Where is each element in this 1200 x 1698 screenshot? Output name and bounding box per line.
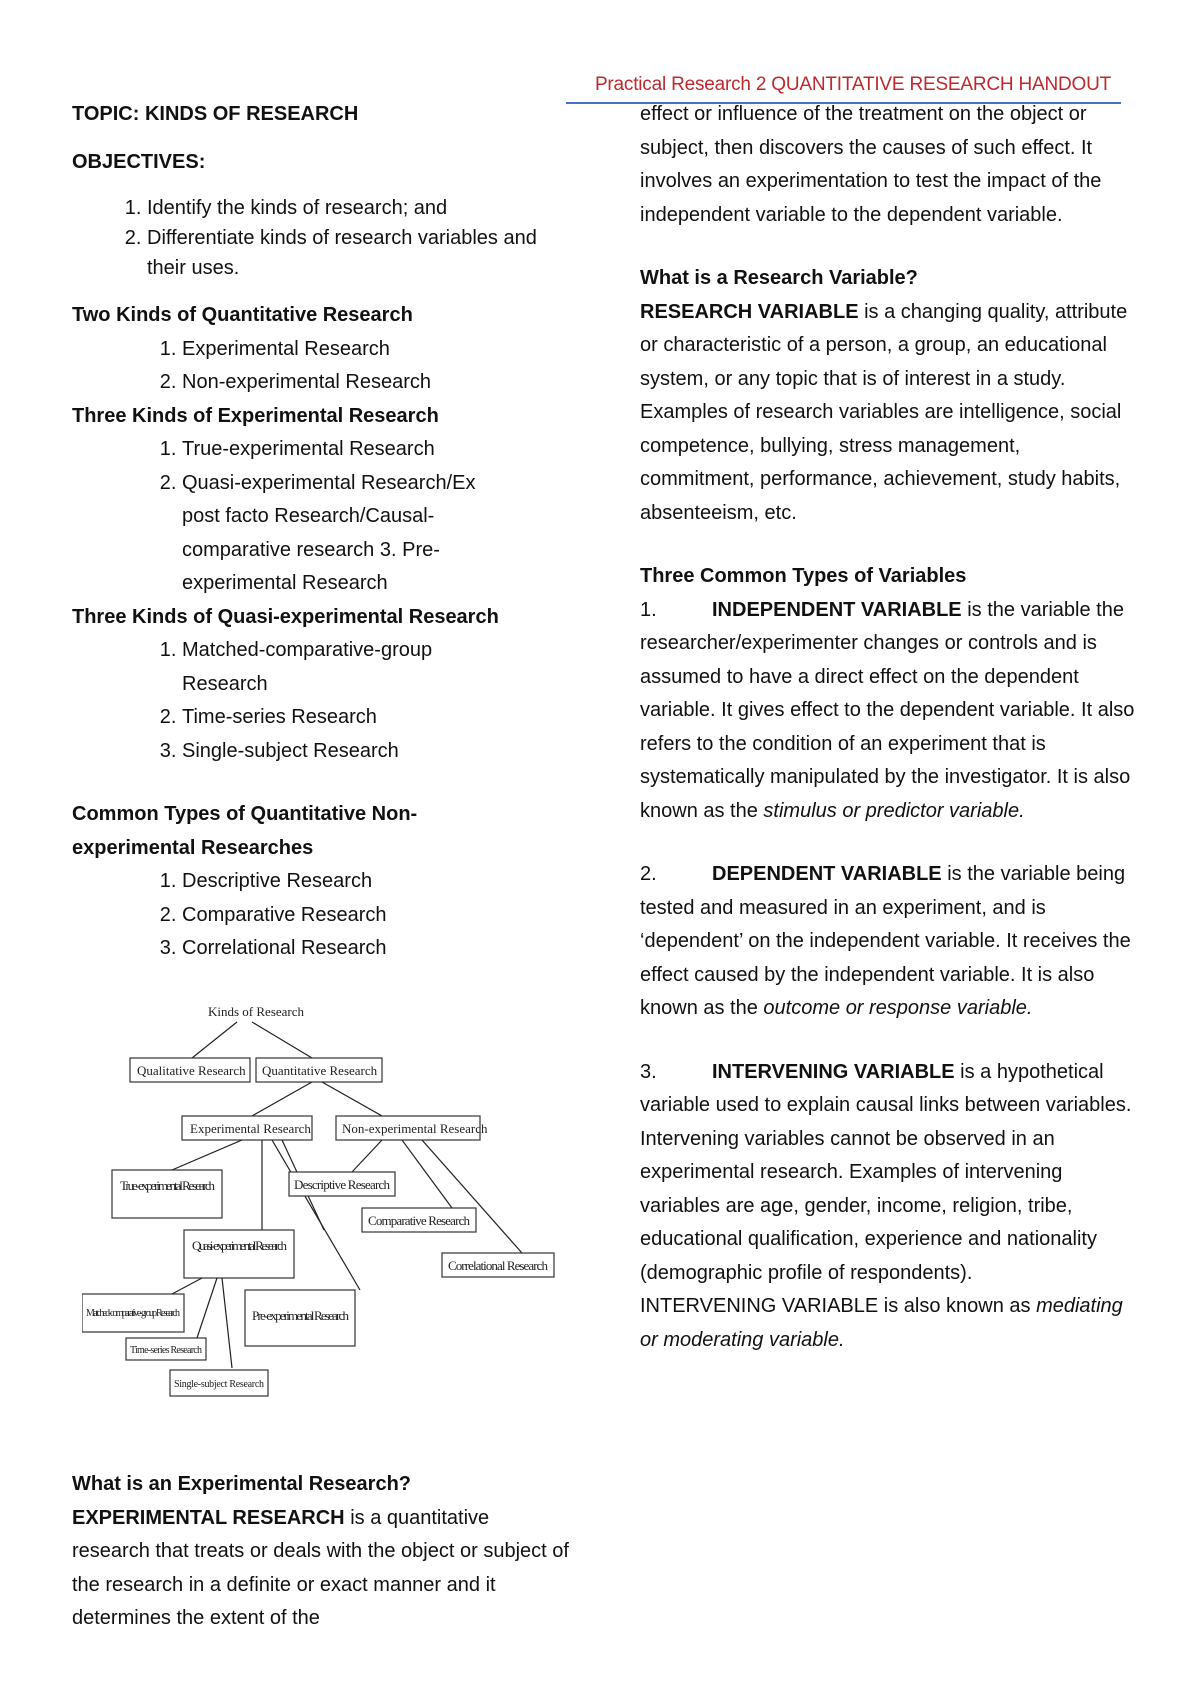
nonexp-item: 3. Correlational Research [182,932,572,966]
edge-nonexp-desc [352,1140,382,1172]
exp-def-text: is a quantitative research that treats or deals with the object or subject of the research in a definite or exact manner and it determines the extent of the [72,1506,569,1629]
var-def-text: is a changing quality, attribute or characteristic of a person, a group, an educational system, or any topic that is of interest in a study. Examples of research variables are intelligence, social competence, bullying, stress management, commitment, performance, achievement, study habits, absenteeism, etc. [640,300,1128,524]
edge-quasi-time [197,1278,217,1338]
quant-heading: Two Kinds of Quantitative Research [72,304,413,326]
diagram-root-label: Kinds of Research [208,1004,305,1019]
quant-item: 1. Experimental Research [182,333,572,367]
iv-aka: stimulus or predictor variable. [763,799,1025,822]
iv-def-text: is the variable the researcher/experimenter changes or controls and is assumed to have a direct effect on the dependent variable. It gives effect to the dependent variable. It also refers to the condition of an experiment that is systematically manipulated by the investigator. It is also known as the [640,598,1135,822]
dv-def-text: is the variable being tested and measured in an experiment, and is ‘dependent’ on the independent variable. It receives the effect caused by the independent variable. It is also known as the [640,863,1131,1019]
edge-exp-true [172,1140,242,1170]
quant-list [72,333,572,400]
dv-definition [640,858,1140,1026]
nonexp-list [72,865,572,966]
inv-num: 3. [640,1060,657,1083]
label-nonexperimental: Non-experimental Research [342,1121,488,1136]
iv-num: 1. [640,598,657,621]
edge-quant-exp [252,1082,312,1116]
label-matched: Matched-comparative-group Research [86,1308,180,1319]
edge-nonexp-corr [422,1140,522,1253]
exp-definition [72,1502,572,1636]
inv-definition [640,1056,1140,1291]
iv-term: INDEPENDENT VARIABLE [712,598,962,621]
exp-term: EXPERIMENTAL RESEARCH [72,1506,345,1529]
inv-def-text: is a hypothetical variable used to explain causal links between variables. Intervening variables cannot be observed in an experimental research. Examples of intervening variables are age, gender, income, religion, tribe, educational qualification, experience and nationality (demographic profile of respondents). [640,1060,1132,1284]
quant-item: 2. Non-experimental Research [182,366,572,400]
left-column [72,98,572,966]
topic-heading: TOPIC: KINDS OF RESEARCH [72,103,359,125]
objective-item: 1. Identify the kinds of research; and [147,193,572,223]
label-correlational: Correlational Research [448,1258,548,1273]
exp-heading: Three Kinds of Experimental Research [72,404,439,427]
label-true-exp: True-experimental Research [120,1178,215,1193]
inv-aka: mediating or moderating variable. [640,1295,1123,1351]
label-experimental: Experimental Research [190,1121,311,1136]
exp-question-heading: What is an Experimental Research? [72,1473,412,1495]
inv-aka-pre: is also known as [878,1295,1037,1317]
exp-list [72,433,572,601]
edge-root-quant [252,1022,312,1058]
label-descriptive: Descriptive Research [294,1177,390,1192]
dv-aka: outcome or response variable. [763,997,1033,1019]
label-quantitative: Quantitative Research [262,1063,378,1078]
iv-definition [640,594,1140,829]
exp-item: 2. Quasi-experimental Research/Ex post facto Research/Causal-comparative research 3. Pre-experimental Research [182,467,512,601]
dv-term: DEPENDENT VARIABLE [712,863,942,885]
var-term: RESEARCH VARIABLE [640,300,859,323]
quasi-item: 3. Single-subject Research [182,735,512,769]
nonexp-heading: Common Types of Quantitative Non-experimental Researches [72,803,418,859]
nonexp-item: 1. Descriptive Research [182,865,572,899]
nonexp-item: 2. Comparative Research [182,899,572,933]
quasi-list [72,634,572,768]
exp-item: 1. True-experimental Research [182,433,512,467]
objective-item: 2. Differentiate kinds of research variables and their uses. [147,223,572,283]
label-timeseries: Time-series Research [130,1345,202,1356]
quasi-item: 2. Time-series Research [182,701,512,735]
inv-term: INTERVENING VARIABLE [712,1060,955,1083]
edge-quasi-matched [172,1278,202,1294]
experimental-research-section [72,1468,572,1636]
kinds-of-research-diagram [82,998,612,1432]
var-definition [640,296,1140,531]
diagram-svg [82,998,612,1432]
label-single: Single-subject Research [174,1379,264,1390]
quasi-heading: Three Kinds of Quasi-experimental Research [72,605,499,628]
edge-quant-nonexp [322,1082,382,1116]
label-comparative: Comparative Research [368,1213,470,1228]
inv-aka-line [640,1290,1140,1357]
dv-num: 2. [640,863,657,885]
objectives-heading: OBJECTIVES: [72,150,206,173]
exp-def-continued: effect or influence of the treatment on the object or subject, then discovers the causes of such effect. It involves an experimentation to test the impact of the independent variable to the dependent variable. [640,103,1102,226]
edge-root-qual [192,1022,237,1058]
label-quasi-exp: Quasi-experimental Research [192,1238,287,1253]
quasi-item: 1. Matched-comparative-group Research [182,634,512,701]
inv-term2: INTERVENING VARIABLE [640,1295,879,1317]
var-question-heading: What is a Research Variable? [640,267,918,289]
label-pre-exp: Pre-experimental Research [252,1308,349,1323]
edge-nonexp-comp [402,1140,452,1208]
right-column [640,98,1140,1357]
types-heading: Three Common Types of Variables [640,565,967,587]
page-header: Practical Research 2 QUANTITATIVE RESEARCH HANDOUT [594,74,1112,95]
edge-quasi-single [222,1278,232,1368]
objectives-list [72,193,572,283]
label-qualitative: Qualitative Research [137,1063,246,1078]
